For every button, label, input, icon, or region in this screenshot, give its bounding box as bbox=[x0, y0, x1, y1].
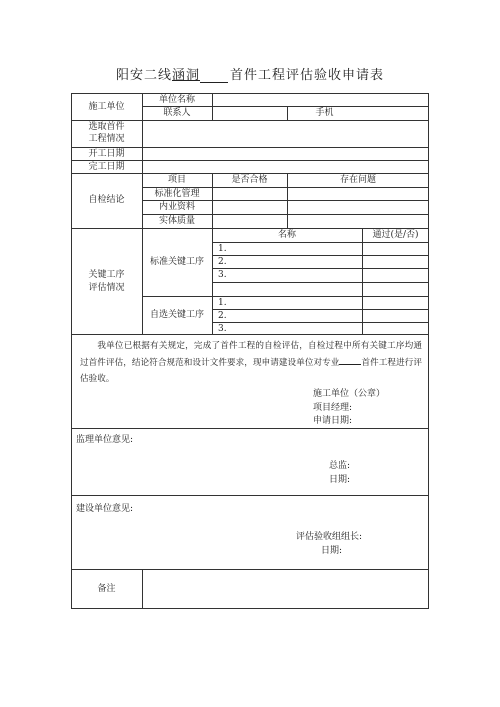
table-rule bbox=[71, 495, 429, 496]
application-date-label: 申请日期: bbox=[313, 416, 353, 426]
col-pass-header: 是否合格 bbox=[231, 175, 268, 185]
chief-supervisor-label: 总监: bbox=[329, 461, 351, 471]
table-rule bbox=[212, 268, 429, 269]
contact-label: 联系人 bbox=[163, 108, 191, 118]
contractor-label: 施工单位 bbox=[88, 102, 125, 112]
specialty-blank-line bbox=[339, 354, 361, 365]
supervisor-opinion-label: 监理单位意见: bbox=[76, 435, 134, 445]
project-manager-label: 项目经理: bbox=[313, 403, 353, 413]
table-rule bbox=[212, 322, 429, 323]
title-prefix: 阳安二线 bbox=[115, 68, 172, 83]
table-rule bbox=[71, 569, 429, 570]
table-rule bbox=[142, 200, 429, 201]
form-title bbox=[0, 64, 500, 83]
row-number: 1. bbox=[218, 298, 227, 308]
row-number: 3. bbox=[218, 324, 227, 334]
table-rule bbox=[142, 106, 429, 107]
supervisor-date-label: 日期: bbox=[329, 475, 351, 485]
row-number: 2. bbox=[218, 257, 227, 267]
title-suffix: 首件工程评估验收申请表 bbox=[230, 68, 385, 83]
title-underlined-item: 涵洞 bbox=[171, 68, 200, 83]
finish-date-label: 完工日期 bbox=[88, 162, 125, 172]
table-rule bbox=[142, 214, 429, 215]
self-check-label: 自检结论 bbox=[88, 195, 125, 205]
evaluation-leader-label: 评估验收组组长: bbox=[296, 532, 363, 542]
title-blank-line bbox=[200, 70, 228, 83]
table-rule bbox=[142, 569, 143, 609]
row-number: 2. bbox=[218, 311, 227, 321]
selected-project-label-2: 工程情况 bbox=[88, 134, 125, 144]
remarks-label: 备注 bbox=[97, 584, 116, 594]
table-rule bbox=[71, 120, 429, 121]
table-rule bbox=[142, 93, 143, 334]
phone-label: 手机 bbox=[315, 108, 334, 118]
start-date-label: 开工日期 bbox=[88, 149, 125, 159]
self-check-item: 内业资料 bbox=[158, 202, 195, 212]
standard-process-label: 标准关键工序 bbox=[149, 257, 204, 267]
row-number: 3. bbox=[218, 270, 227, 280]
key-process-label-2: 评估情况 bbox=[88, 283, 125, 293]
contractor-seal-label: 施工单位（公章） bbox=[313, 389, 386, 399]
self-check-item: 实体质量 bbox=[158, 216, 195, 226]
table-rule bbox=[71, 228, 429, 229]
owner-opinion-label: 建设单位意见: bbox=[76, 504, 134, 514]
col-issue-header: 存在问题 bbox=[339, 175, 376, 185]
key-process-label-1: 关键工序 bbox=[88, 270, 125, 280]
self-check-item: 标准化管理 bbox=[154, 189, 200, 199]
table-rule bbox=[71, 428, 429, 429]
table-rule bbox=[142, 296, 429, 297]
table-rule bbox=[71, 334, 429, 335]
statement-text-end: 首件工程进行评估验收。 bbox=[80, 358, 422, 384]
table-rule bbox=[142, 187, 429, 188]
selected-project-label-1: 选取首件 bbox=[88, 122, 125, 132]
table-rule bbox=[212, 228, 213, 334]
table-rule bbox=[362, 228, 363, 334]
row-number: 1. bbox=[218, 244, 227, 254]
table-rule bbox=[212, 282, 429, 283]
table-rule bbox=[212, 242, 429, 243]
table-rule bbox=[212, 255, 429, 256]
col-item-header: 项目 bbox=[167, 175, 186, 185]
table-rule bbox=[212, 93, 213, 120]
custom-process-label: 自选关键工序 bbox=[149, 310, 204, 320]
col-passed-header: 通过(是/否) bbox=[372, 230, 419, 240]
statement-text: 我单位已根据有关规定，完成了首件工程的自检评估，自检过程中所有关键工序均通过首件评估，结论符合规范和设计文件要求，现申请建设单位对专业 bbox=[80, 341, 422, 368]
table-rule bbox=[212, 309, 429, 310]
unit-name-label: 单位名称 bbox=[158, 95, 195, 105]
table-rule bbox=[71, 173, 429, 174]
table-rule bbox=[71, 160, 429, 161]
owner-date-label: 日期: bbox=[321, 546, 343, 556]
application-statement bbox=[80, 338, 422, 387]
table-rule bbox=[71, 147, 429, 148]
col-name-header: 名称 bbox=[277, 230, 296, 240]
